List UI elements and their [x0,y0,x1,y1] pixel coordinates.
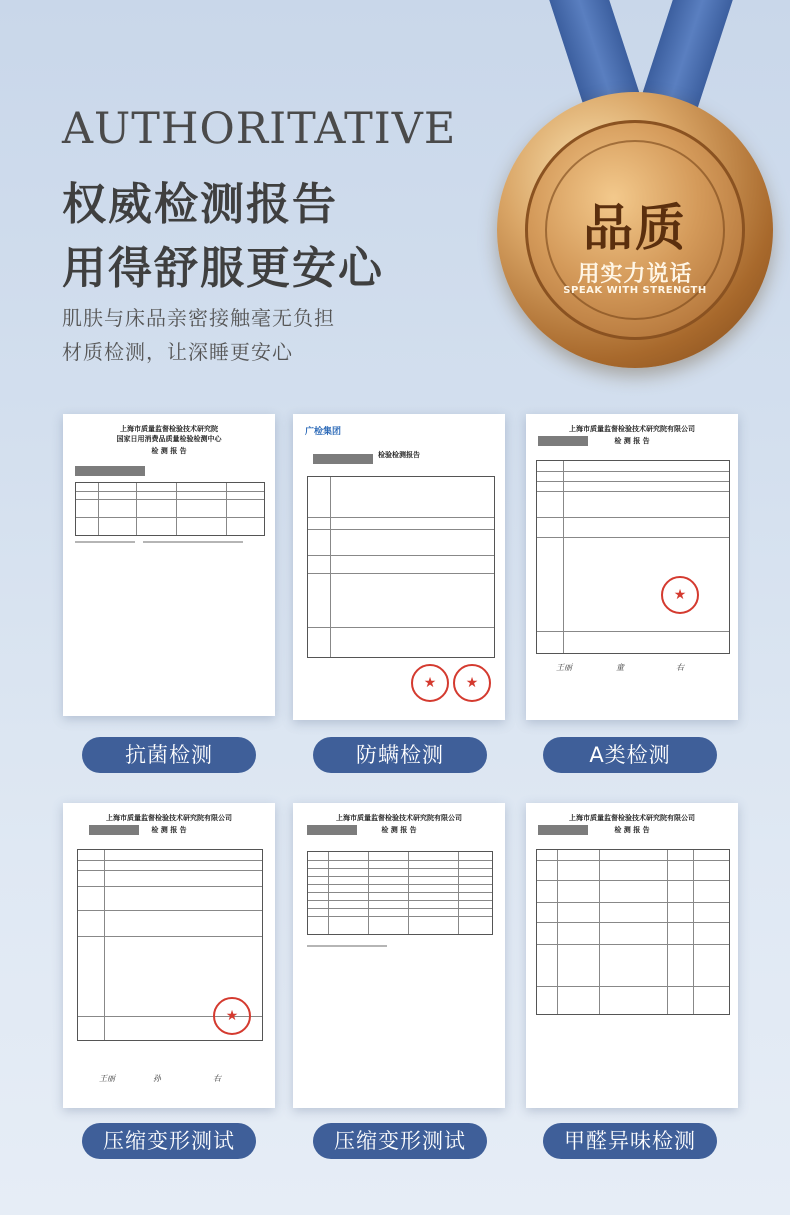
report-document [526,803,738,1108]
report-table [536,460,730,654]
stamp-icon [661,576,699,614]
report-document [293,414,505,720]
report-document [293,803,505,1108]
report-table [307,851,493,935]
report-org: 广检集团 [305,427,342,437]
report-org-2: 国家日用消费品质量检验检测中心 [116,435,222,443]
report-title: 检 测 报 告 [151,826,187,834]
report-document [526,414,738,720]
report-org: 上海市质量监督检验技术研究院有限公司 [336,814,462,822]
signature: 童 [616,663,624,672]
report-org: 上海市质量监督检验技术研究院有限公司 [569,814,695,822]
medal-mid-text: 用实力说话 [577,262,693,287]
report-table [307,476,495,658]
redacted-block [538,436,588,446]
stamp-icon [453,664,491,702]
medal-big-text: 品质 [583,199,687,257]
report-button[interactable]: A类检测 [543,737,717,773]
signature: 右 [213,1074,221,1083]
report-document [63,414,275,716]
report-title: 检 测 报 告 [381,826,417,834]
report-org: 上海市质量监督检验技术研究院有限公司 [569,425,695,433]
signature: 孙 [153,1074,161,1083]
report-button[interactable]: 压缩变形测试 [82,1123,256,1159]
medal-en-text: SPEAK WITH STRENGTH [563,285,707,296]
report-button[interactable]: 压缩变形测试 [313,1123,487,1159]
report-title: 检 测 报 告 [614,826,650,834]
report-button[interactable]: 抗菌检测 [82,737,256,773]
redacted-block [538,825,588,835]
signature: 王丽 [556,663,572,672]
report-table [75,482,265,536]
header-cn-title-2: 用得舒服更安心 [62,243,384,294]
report-title: 检验检测报告 [378,451,420,459]
report-title: 检 测 报 告 [614,437,650,445]
report-button[interactable]: 防螨检测 [313,737,487,773]
report-button[interactable]: 甲醛异味检测 [543,1123,717,1159]
header-subtitle: 肌肤与床品亲密接触毫无负担 [62,306,335,330]
stamp-icon [411,664,449,702]
report-org: 上海市质量监督检验技术研究院有限公司 [106,814,232,822]
report-table [536,849,730,1015]
report-org: 上海市质量监督检验技术研究院 [120,425,218,433]
report-document [63,803,275,1108]
redacted-block [313,454,373,464]
redacted-block [89,825,139,835]
stamp-icon [213,997,251,1035]
header-cn-title: 权威检测报告 [62,179,338,230]
signature: 右 [676,663,684,672]
redacted-block [307,825,357,835]
header-subtitle-2: 材质检测，让深睡更安心 [62,340,293,364]
report-title: 检 测 报 告 [151,447,187,455]
redacted-block [75,466,145,476]
header-en-title: AUTHORITATIVE [62,104,457,154]
signature: 王丽 [99,1074,115,1083]
